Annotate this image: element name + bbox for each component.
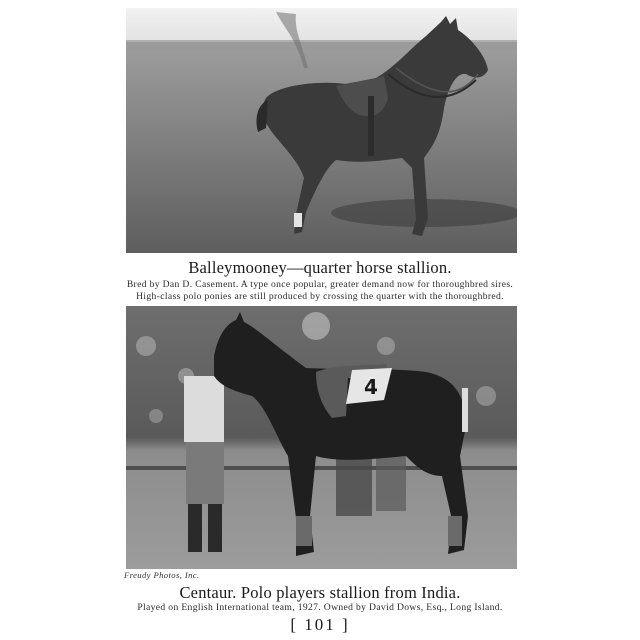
caption-line: Played on English International team, 1927. Owned by David Dows, Esq., Long Island.: [137, 602, 503, 613]
caption-title-centaur: Centaur. Polo players stallion from India.: [179, 583, 461, 602]
caption-title-balleymooney: Balleymooney—quarter horse stallion.: [188, 258, 452, 277]
horse-photo-image: [126, 306, 517, 569]
horse-photo-image: [126, 8, 517, 253]
page-number: [ 101 ]: [290, 615, 350, 634]
caption-line: Bred by Dan D. Casement. A type once popular, greater demand now for thoroughbred sires.: [126, 279, 514, 290]
photo-balleymooney: [126, 8, 517, 253]
saddle-number: 4: [364, 375, 378, 399]
photo-centaur: [126, 306, 517, 569]
photo-credit: Freudy Photos, Inc.: [124, 570, 200, 580]
caption-line: High-class polo ponies are still produced by crossing the quarter with the thoroughbred.: [136, 291, 504, 302]
